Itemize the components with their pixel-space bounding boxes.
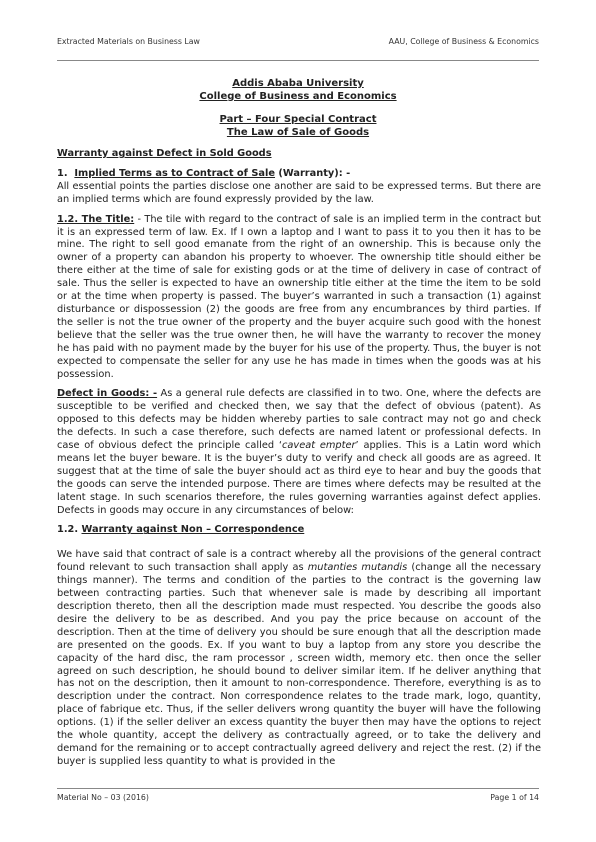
section-heading: Warranty against Defect in Sold Goods xyxy=(57,148,272,159)
defect-label: Defect in Goods: - xyxy=(57,388,158,400)
paragraph-title xyxy=(57,214,541,382)
document-body xyxy=(57,148,541,776)
footer-material-number: Material No – 03 (2016) xyxy=(57,793,149,802)
heading-implied-terms xyxy=(57,168,541,181)
part-title: Part – Four Special Contract xyxy=(219,114,377,125)
nc-latin-term: mutanties mutandis xyxy=(307,562,408,574)
defect-text-b: ’ applies. This is a Latin word which means let the buyer beware. It is the buyer’s duty to verify and check all goods are as agreed. It suggest that at the time of sale the buyer should act as third eye to hear and buy the goods that the goods can serve the intended purpose. There are times where defects may be resulted at the latent stage. In such scenarios therefore, the rules governing warranties against defect applies. Defects in goods may occure in any circumstances of below: xyxy=(57,440,542,516)
nc-text-a: We have said that contract of sale is a contract whereby all the provisions of the general contract found relevant to such transaction shall apply as xyxy=(57,549,541,574)
heading-non-correspondence xyxy=(57,524,541,537)
title-block-part xyxy=(0,114,596,139)
heading-number: 1. xyxy=(57,167,68,179)
defect-latin-term: caveat empter xyxy=(282,440,356,452)
title-label: 1.2. The Title: xyxy=(57,213,135,225)
header-left-text: Extracted Materials on Business Law xyxy=(57,37,200,46)
law-title: The Law of Sale of Goods xyxy=(226,126,370,138)
footer-page-number: Page 1 of 14 xyxy=(490,793,539,802)
heading-title: Warranty against Non – Correspondence xyxy=(81,524,305,536)
paragraph-defect xyxy=(57,388,541,517)
defect-text-a: As a general rule defects are classified in to two. One, where the defects are susceptible to be verified and checked then, we say that the defect of obvious (patent). As opposed to this defects may be hidden whereby parties to sale contract may not go and check the defects. In such a case therefore, such defects are named latent or professional defects. In case of obvious defect the principle called ‘ xyxy=(57,388,541,452)
paragraph-non-correspondence xyxy=(57,549,541,768)
heading-number: 1.2. xyxy=(57,524,79,536)
footer-divider xyxy=(57,788,539,789)
university-title: Addis Ababa University xyxy=(232,78,364,89)
header-right-text: AAU, College of Business & Economics xyxy=(388,37,539,46)
heading-suffix: (Warranty): - xyxy=(275,167,351,179)
header-divider xyxy=(57,60,539,61)
heading-title: Implied Terms as to Contract of Sale xyxy=(74,167,276,179)
college-title: College of Business and Economics xyxy=(199,90,397,102)
nc-text-b: (change all the necessary things manner). The terms and condition of the parties to the contract is the governing law between contracting parties. Such that whenever sale is made by describing all important description thereto, then all the description made must respected. You describe the goods also desire the delivery to be as described. And you pay the price because on account of the description. Then at the time of delivery you should be sure enough that all the description made are presented on the goods. Ex. If you want to buy a laptop from any store you describe the capacity of the hard disc, the ram processor , screen width, memory etc. then once the seller agreed on such description, he should bound to deliver similar item. If he deliver anything that has not on the description, then it amount to non-correspondence. Therefore, everything is as to description under the contract. Non correspondence relates to the trade mark, logo, quantity, place of fabrique etc. Thus, if the seller delivers wrong quantity the buyer will have the following options. (1) if the seller deliver an excess quantity the buyer then may have the options to reject the whole quantity, accept the delivery as contractually agreed, or to take the delivery and demand for the remaining or to accept contractually agreed delivery and reject the rest. (2) if the buyer is supplied less quantity to what is provided in the xyxy=(57,562,541,767)
title-block-university xyxy=(0,78,596,103)
paragraph-implied-terms: All essential points the parties disclose one another are said to be expressed terms. But there are an implied terms which are found expressly provided by the law. xyxy=(57,180,541,205)
title-text: - The tile with regard to the contract of sale is an implied term in the contract but it is an expressed term of law. Ex. If I own a laptop and I want to pass it to you then it has to be mine. The right to sell good emanate from the right of an ownership. This is because only the owner of a property can abandon his property to whoever. The ownership title should either be there either at the time of sale for existing gods or at the time of delivery in case of contract of sale. Thus the seller is expected to have an ownership title either at the time the item to be sold or at the time when property is passed. The buyer’s warranted in such a transaction (1) against disturbance or dispossession (2) the goods are free from any encumbrances by third parties. If the seller is not the true owner of the property and the buyer acquire such good with the honest believe that the seller was the true owner then, he will have the warranty to recover the money he has paid with no payment made by the buyer for his use of the property. Thus, the buyer is not expected to compensate the seller for any use he has made in times when the goods was at his possession. xyxy=(57,213,541,380)
